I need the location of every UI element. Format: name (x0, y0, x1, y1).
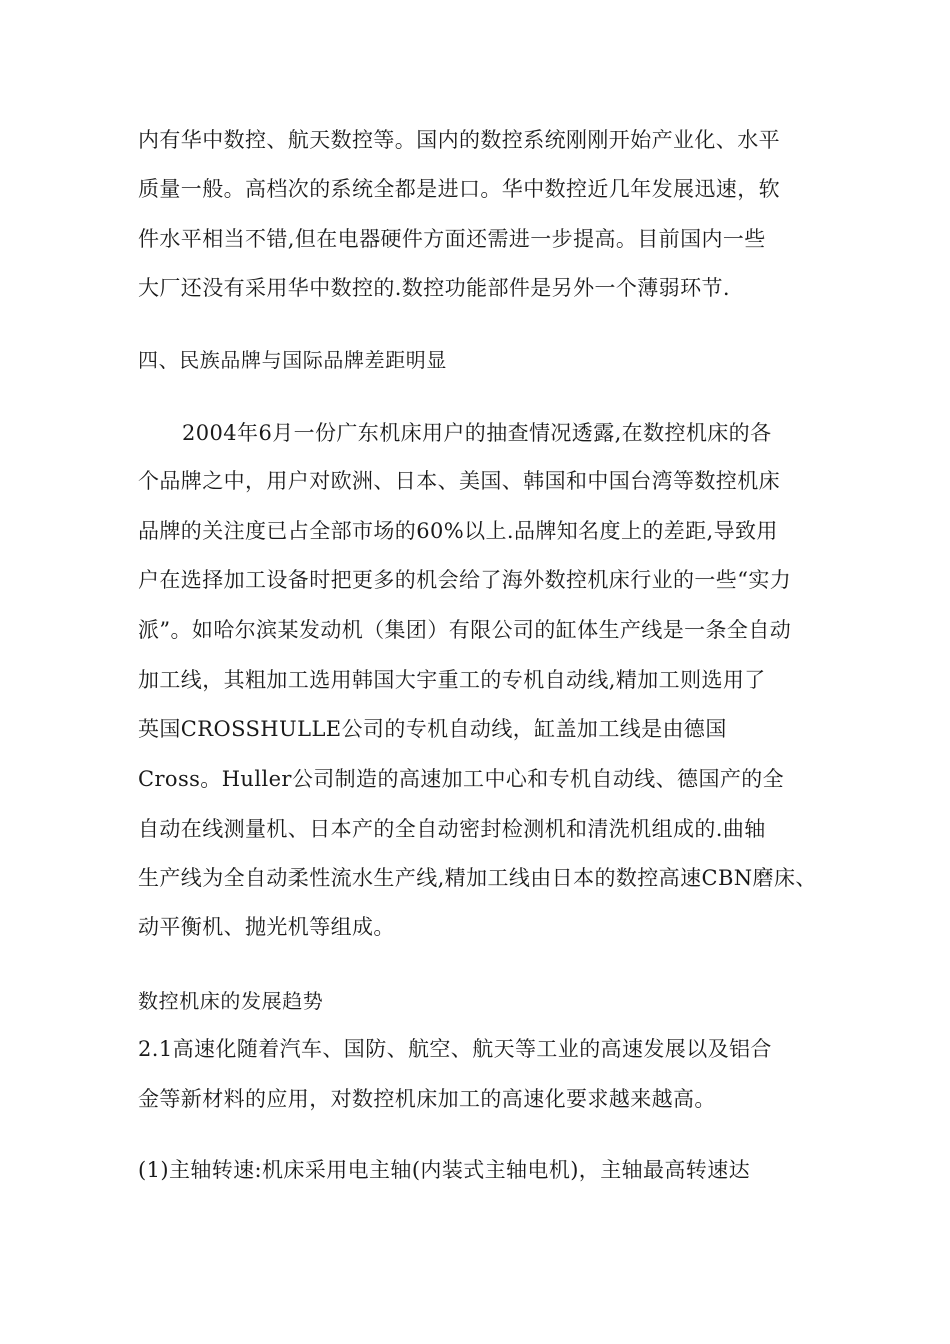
text-line: 金等新材料的应用，对数控机床加工的高速化要求越来越高。 (138, 1087, 716, 1111)
text-line: 品牌的关注度已占全部市场的60%以上.品牌知名度上的差距,导致用 (138, 519, 778, 543)
text-line: 英国CROSSHULLE公司的专机自动线，缸盖加工线是由德国 (138, 717, 727, 741)
text-line: 2004年6月一份广东机床用户的抽查情况透露,在数控机床的各 (182, 421, 772, 445)
text-line: Cross。Huller公司制造的高速加工中心和专机自动线、德国产的全 (138, 767, 785, 791)
text-line: 内有华中数控、航天数控等。国内的数控系统刚刚开始产业化、水平 (138, 128, 780, 152)
text-line: 自动在线测量机、日本产的全自动密封检测机和清洗机组成的.曲轴 (138, 817, 766, 841)
section-heading: 四、民族品牌与国际品牌差距明显 (138, 348, 447, 372)
subsection-heading: 数控机床的发展趋势 (138, 989, 324, 1013)
text-line: 加工线，其粗加工选用韩国大宇重工的专机自动线,精加工则选用了 (138, 668, 766, 692)
text-line: 派”。如哈尔滨某发动机（集团）有限公司的缸体生产线是一条全自动 (138, 618, 792, 642)
text-line: 动平衡机、抛光机等组成。 (138, 915, 395, 939)
text-line: 生产线为全自动柔性流水生产线,精加工线由日本的数控高速CBN磨床、 (138, 866, 817, 890)
text-line: 2.1高速化随着汽车、国防、航空、航天等工业的高速发展以及铝合 (138, 1037, 772, 1061)
text-line: 户在选择加工设备时把更多的机会给了海外数控机床行业的一些“实力 (138, 568, 792, 592)
text-line: 件水平相当不错,但在电器硬件方面还需进一步提高。目前国内一些 (138, 227, 766, 251)
text-line: 质量一般。高档次的系统全都是进口。华中数控近几年发展迅速，软 (138, 177, 780, 201)
text-line: 大厂还没有采用华中数控的.数控功能部件是另外一个薄弱环节. (138, 276, 730, 300)
text-line: (1)主轴转速:机床采用电主轴(内装式主轴电机)，主轴最高转速达 (138, 1158, 751, 1182)
text-line: 个品牌之中，用户对欧洲、日本、美国、韩国和中国台湾等数控机床 (138, 469, 780, 493)
